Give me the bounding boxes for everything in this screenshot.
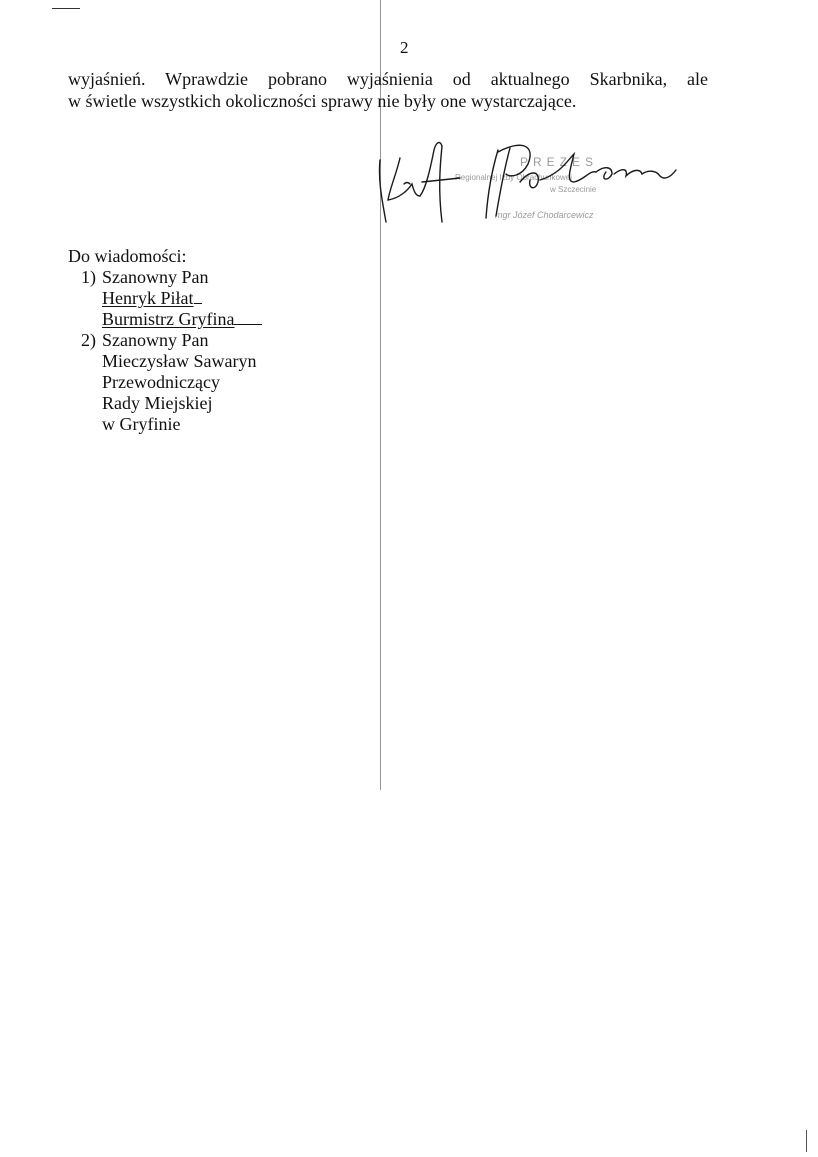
recipient-item xyxy=(68,330,262,435)
stamp-title: PREZES xyxy=(520,155,599,169)
recipient-title: Burmistrz Gryfina xyxy=(102,309,262,330)
recipient-title: Przewodniczący xyxy=(102,372,220,392)
page-number: 2 xyxy=(400,38,409,57)
recipient-lines xyxy=(102,330,256,435)
body-line-2: w świetle wszystkich okoliczności sprawy nie były one wystarczające. xyxy=(68,91,577,111)
stamp-org-line-1: Regionalnej Izby Obrachunkowej xyxy=(455,173,572,182)
recipient-name: Mieczysław Sawaryn xyxy=(102,351,257,371)
recipient-title: Rady Miejskiej xyxy=(102,393,213,413)
signature-stamp-block xyxy=(360,130,690,240)
scan-fold-line xyxy=(380,0,381,790)
top-rule xyxy=(52,8,80,9)
signature-and-stamp xyxy=(360,130,690,240)
body-line-1: wyjaśnień. Wprawdzie pobrano wyjaśnienia od aktualnego Skarbnika, ale xyxy=(68,69,708,89)
recipient-salutation: Szanowny Pan xyxy=(102,330,209,350)
letter-body xyxy=(68,68,708,112)
recipient-list xyxy=(68,267,262,435)
recipient-number: 1) xyxy=(81,267,96,287)
recipient-salutation: Szanowny Pan xyxy=(102,267,209,287)
recipient-number: 2) xyxy=(81,330,96,350)
distribution-heading: Do wiadomości: xyxy=(68,246,187,266)
stamp-org-line-2: w Szczecinie xyxy=(550,185,597,194)
recipient-lines xyxy=(102,267,262,330)
recipient-item xyxy=(68,267,262,330)
stamp-name: mgr Józef Chodarcewicz xyxy=(495,210,594,220)
handwritten-signature-1 xyxy=(379,143,460,222)
recipient-location: w Gryfinie xyxy=(102,414,181,434)
distribution-list xyxy=(68,246,262,435)
recipient-name: Henryk Piłat xyxy=(102,288,262,309)
official-stamp xyxy=(455,155,598,220)
scan-edge-mark xyxy=(806,1130,807,1152)
